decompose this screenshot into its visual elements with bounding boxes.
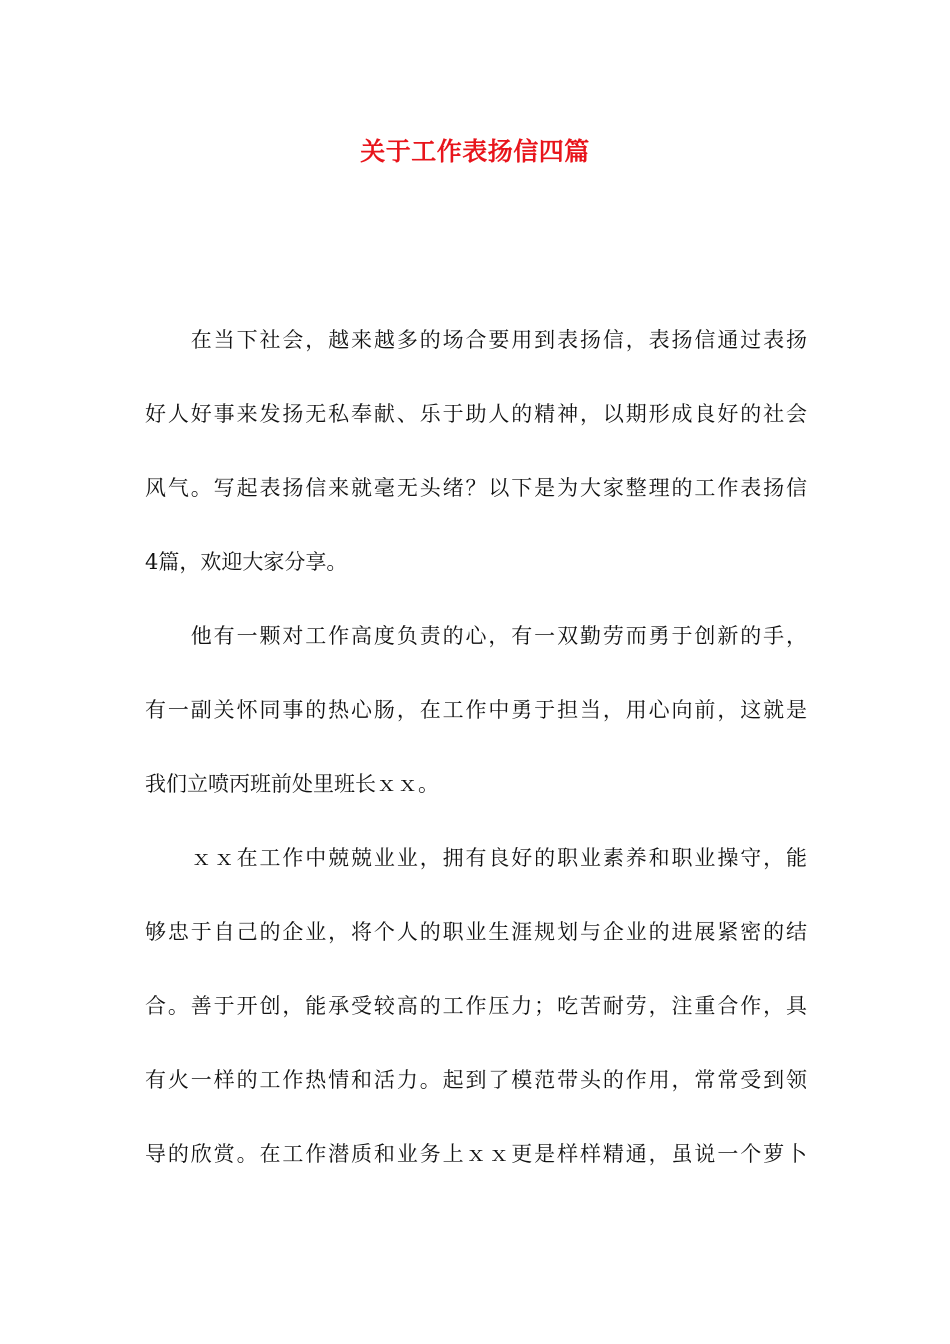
document-title: 关于工作表扬信四篇 bbox=[360, 137, 590, 166]
document-body bbox=[145, 322, 807, 1210]
body-line: 他有一颗对工作高度负责的心，有一双勤劳而勇于创新的手， bbox=[145, 624, 807, 648]
body-line: 有火一样的工作热情和活力。起到了模范带头的作用，常常受到领 bbox=[145, 1068, 807, 1092]
body-line: 有一副关怀同事的热心肠，在工作中勇于担当，用心向前，这就是 bbox=[145, 698, 807, 722]
body-line: 好人好事来发扬无私奉献、乐于助人的精神，以期形成良好的社会 bbox=[145, 402, 807, 426]
body-line: 合。善于开创，能承受较高的工作压力；吃苦耐劳，注重合作，具 bbox=[145, 994, 807, 1018]
body-line: 够忠于自己的企业，将个人的职业生涯规划与企业的进展紧密的结 bbox=[145, 920, 807, 944]
body-line: 我们立喷丙班前处里班长ｘｘ。 bbox=[145, 772, 439, 796]
body-line: 风气。写起表扬信来就毫无头绪？以下是为大家整理的工作表扬信 bbox=[145, 476, 807, 500]
body-line: 在当下社会，越来越多的场合要用到表扬信，表扬信通过表扬 bbox=[145, 328, 807, 352]
body-line: 4篇，欢迎大家分享。 bbox=[145, 550, 348, 574]
body-line: ｘｘ在工作中兢兢业业，拥有良好的职业素养和职业操守，能 bbox=[145, 846, 807, 870]
body-line: 导的欣赏。在工作潜质和业务上ｘｘ更是样样精通，虽说一个萝卜 bbox=[145, 1142, 807, 1166]
